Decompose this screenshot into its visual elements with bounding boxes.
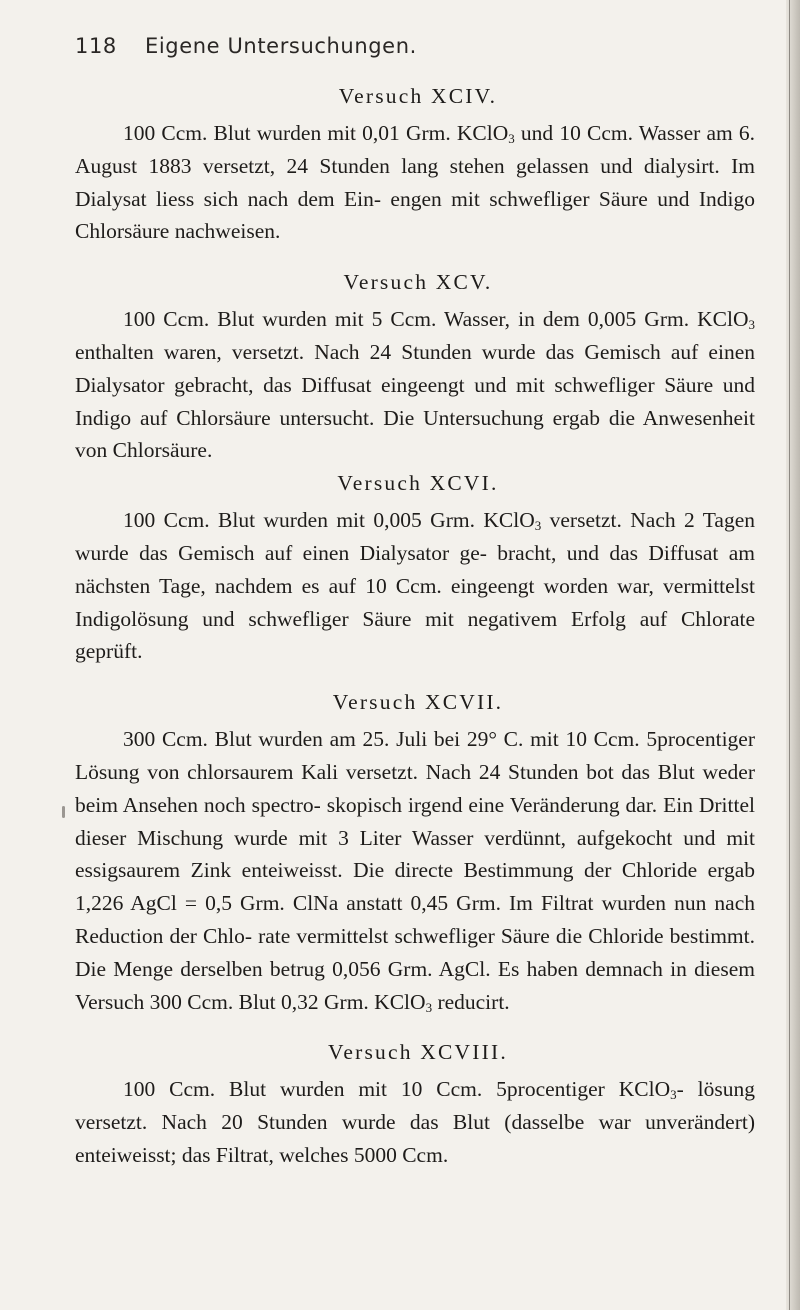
section-heading-xciv: Versuch XCIV. bbox=[338, 84, 498, 108]
section-heading-xcvi: Versuch XCVI. bbox=[337, 471, 499, 496]
section-heading-xcv: Versuch XCV. bbox=[343, 270, 493, 295]
section-paragraph-xcvi: 100 Ccm. Blut wurden mit 0,005 Grm. KClO$_3$ versetzt. Nach 2 Tagen wurde das Gemisch auf einen Dialysator ge- bracht, und das Diffusat am nächsten Tage, nachdem es auf 10 Ccm. eingeengt worden war, vermittelst Indigolösung und schwefliger Säure mit negativem Erfolg auf Chlorate geprüft. bbox=[75, 508, 755, 664]
page-edge-line bbox=[789, 0, 790, 1310]
section-paragraph-xciv: 100 Ccm. Blut wurden mit 0,01 Grm. KClO$_3$ und 10 Ccm. Wasser am 6. August 1883 versetzt, 24 Stunden lang stehen gelassen und dialysirt. Im Dialysat liess sich nach dem Ein- engen mit schwefliger Säure und Indigo Chlorsäure nachweisen. bbox=[75, 121, 755, 244]
margin-mark bbox=[62, 806, 65, 818]
running-header bbox=[75, 34, 417, 58]
section-heading-xcvii: Versuch XCVII. bbox=[332, 690, 504, 715]
section-paragraph-xcvii: 300 Ccm. Blut wurden am 25. Juli bei 29° C. mit 10 Ccm. 5procentiger Lösung von chlorsaurem Kali versetzt. Nach 24 Stunden bot das Blut weder beim Ansehen noch spectro- skopisch irgend eine Veränderung dar. Ein Drittel dieser Mischung wurde mit 3 Liter Wasser verdünnt, aufgekocht und mit essigsaurem Zink enteiweisst. Die directe Bestimmung der Chloride ergab 1,226 AgCl = 0,5 Grm. ClNa anstatt 0,45 Grm. Im Filtrat wurden nun nach Reduction der Chlo- rate vermittelst schwefliger Säure die Chloride bestimmt. Die Menge derselben betrug 0,056 Grm. AgCl. Es haben demnach in diesem Versuch 300 Ccm. Blut 0,32 Grm. KClO$_3$ reducirt. bbox=[75, 727, 755, 1015]
body-text bbox=[75, 80, 755, 1172]
section-paragraph-xcviii: 100 Ccm. Blut wurden mit 10 Ccm. 5procentiger KClO$_3$- lösung versetzt. Nach 20 Stunden wurde das Blut (dasselbe war unverändert) enteiweisst; das Filtrat, welches 5000 Ccm. bbox=[75, 1077, 755, 1167]
section-heading-xcviii: Versuch XCVIII. bbox=[328, 1040, 508, 1065]
running-title: Eigene Untersuchungen. bbox=[145, 34, 417, 58]
section-paragraph-xcv: 100 Ccm. Blut wurden mit 5 Ccm. Wasser, in dem 0,005 Grm. KClO$_3$ enthalten waren, versetzt. Nach 24 Stunden wurde das Gemisch auf einen Dialysator gebracht, das Diffusat eingeengt und mit schwefliger Säure und Indigo auf Chlorsäure untersucht. Die Untersuchung ergab die Anwesenheit von Chlorsäure. bbox=[75, 307, 755, 463]
page-number: 118 bbox=[75, 34, 117, 58]
